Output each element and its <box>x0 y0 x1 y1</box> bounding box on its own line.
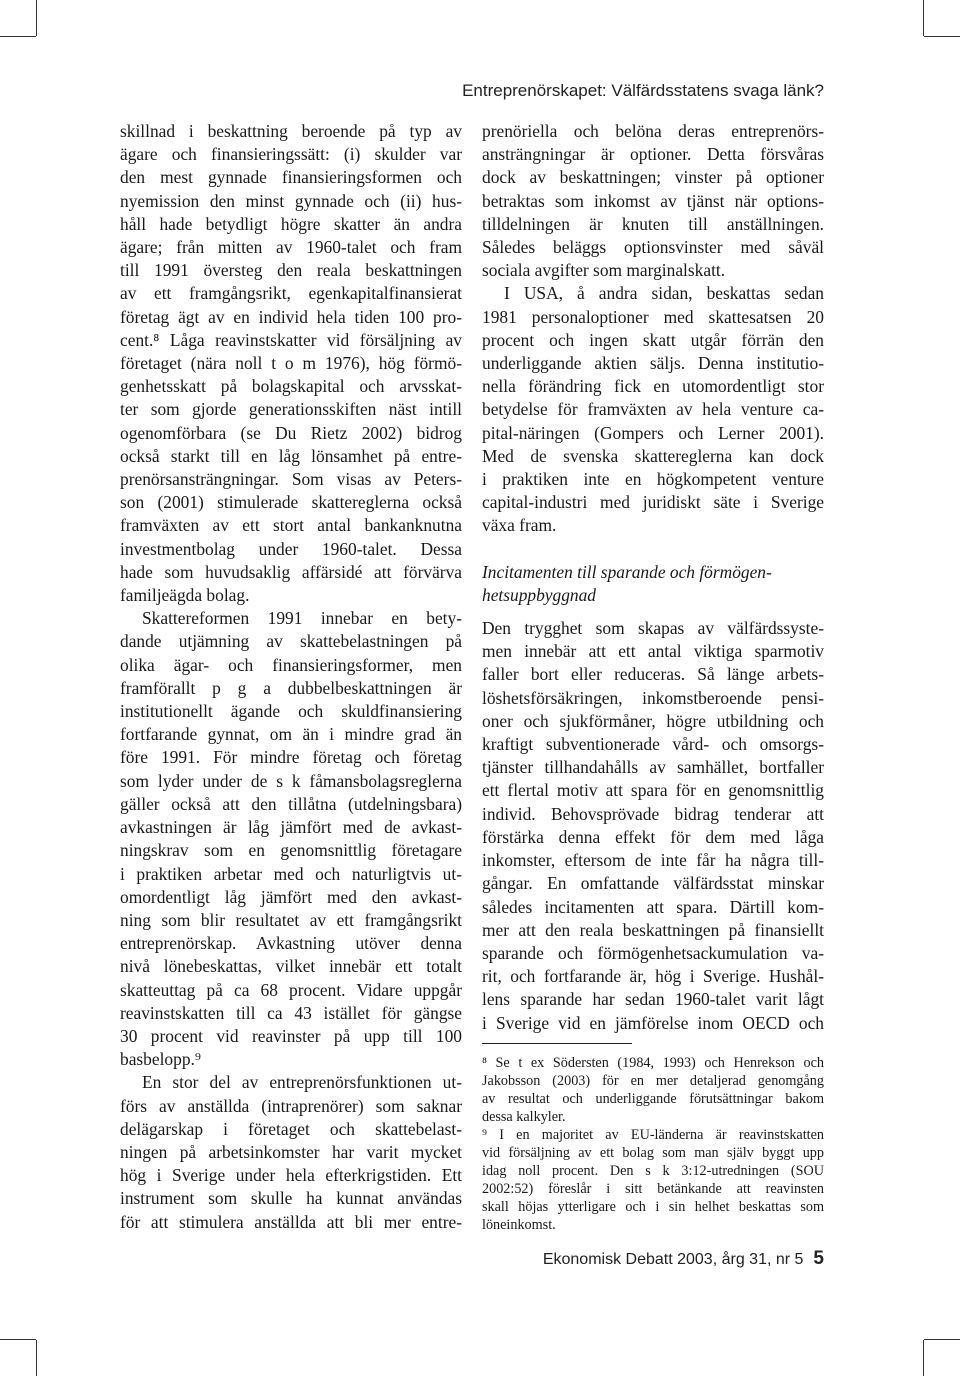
text-line: genhetsskatt på bolagskapital och arvsskat- <box>120 376 462 397</box>
footnote-line: av resultat och underliggande förutsättningar bakom <box>482 1090 824 1107</box>
crop-mark <box>923 1340 924 1376</box>
text-line: ägare; från mitten av 1960-talet och fram <box>120 237 462 258</box>
text-line: i Sverige vid en jämförelse inom OECD och <box>482 1012 824 1033</box>
text-line: omordentligt låg jämfört med den avkast- <box>120 886 462 907</box>
text-line: ningskrav som en genomsnittlig företagare <box>120 840 462 861</box>
text-line: i praktiken inte en högkompetent venture <box>482 469 824 490</box>
text-line: familjeägda bolag. <box>120 585 250 606</box>
text-line: 30 procent vid reavinster på upp till 100 <box>120 1025 462 1046</box>
spacer <box>482 607 824 617</box>
crop-mark <box>0 36 36 37</box>
spacer <box>482 1035 824 1043</box>
text-line: löshetsförsäkringen, inkomstberoende pensi- <box>482 687 824 708</box>
text-line: Skattereformen 1991 innebar en bety- <box>142 608 462 629</box>
journal-citation: Ekonomisk Debatt 2003, årg 31, nr 5 <box>542 1251 804 1268</box>
text-line: oner och sjukförmåner, högre utbildning och <box>482 710 824 731</box>
text-line: tilldelningen är knuten till anställningen. <box>482 213 824 234</box>
text-line: 1981 personaloptioner med skattesatsen 20 <box>482 306 824 327</box>
text-line: den mest gynnade finansieringsformen och <box>120 167 462 188</box>
text-line: förstärka denna effekt för dem med låga <box>482 826 824 847</box>
text-line: I USA, å andra sidan, beskattas sedan <box>504 283 824 304</box>
text-line: delägarskap i företaget och skattebelast- <box>120 1118 462 1139</box>
text-line: kraftigt subventionerade vård- och omsorgs- <box>482 734 824 755</box>
footnote-line: ⁸ Se t ex Södersten (1984, 1993) och Henrekson och <box>482 1054 824 1071</box>
text-line: som lyder under de s k fåmansbolagsreglerna <box>120 770 462 791</box>
left-column <box>120 120 462 1234</box>
text-line: sociala avgifter som marginalskatt. <box>482 260 726 281</box>
text-line: växa fram. <box>482 515 557 536</box>
text-line: instrument som skulle ha kunnat användas <box>120 1188 462 1209</box>
text-line: av ett framgångsrikt, egenkapitalfinansierat <box>120 283 462 304</box>
text-line: till 1991 översteg den reala beskattningen <box>120 260 462 281</box>
text-line: institutionellt ägande och skuldfinansiering <box>120 701 462 722</box>
text-line: lens sparande har sedan 1960-talet varit lågt <box>482 989 824 1010</box>
crop-mark <box>36 0 37 36</box>
text-line: för att stimulera anställda att bli mer entre- <box>120 1211 462 1232</box>
text-line: reavinstskatten till ca 43 istället för gängse <box>120 1002 462 1023</box>
footnote-line: löneinkomst. <box>482 1216 556 1233</box>
text-line: före 1991. För mindre företag och företag <box>120 747 462 768</box>
text-line: capital-industri med juridiskt säte i Sverige <box>482 492 824 513</box>
spacer <box>482 538 824 561</box>
text-line: således incitamenten att spara. Därtill kom- <box>482 896 824 917</box>
text-line: individ. Behovsprövade bidrag tenderar att <box>482 803 824 824</box>
right-column <box>482 120 824 1234</box>
text-line: företaget (nära noll t o m 1976), hög förmö- <box>120 353 462 374</box>
text-line: ningen på arbetsinkomster har varit mycket <box>120 1141 462 1162</box>
text-line: ansträngningar är optioner. Detta försvåras <box>482 144 824 165</box>
text-line: procent och ingen skatt utgår förrän den <box>482 329 824 350</box>
crop-mark <box>924 36 960 37</box>
text-line: olika ägar- och finansieringsformer, men <box>120 654 462 675</box>
page-footer <box>543 1248 824 1270</box>
text-line: skillnad i beskattning beroende på typ av <box>120 121 462 141</box>
text-line: Således beläggs optionsvinster med såväl <box>482 237 824 258</box>
text-line: faller bort eller reduceras. Så länge arbets- <box>482 664 824 685</box>
text-line: investmentbolag under 1960-talet. Dessa <box>120 538 462 559</box>
text-line: En stor del av entreprenörsfunktionen ut- <box>142 1072 462 1093</box>
text-line: avkastningen är låg jämfört med de avkast- <box>120 817 462 838</box>
text-line: pital-näringen (Gompers och Lerner 2001). <box>482 422 824 443</box>
text-line: håll hade betydligt högre skatter än andra <box>120 213 462 234</box>
text-line: skatteuttag på ca 68 procent. Vidare uppgår <box>120 979 462 1000</box>
footnote-line: dessa kalkyler. <box>482 1108 566 1125</box>
text-line: framförallt p g a dubbelbeskattningen är <box>120 677 462 698</box>
text-line: basbelopp.⁹ <box>120 1049 201 1070</box>
footnote-line: 2002:52) föreslår i sitt betänkande att reavinsten <box>482 1180 824 1197</box>
text-line: förs av anställda (intraprenörer) som saknar <box>120 1095 462 1116</box>
text-line: sparande och förmögenhetsackumulation va- <box>482 942 824 963</box>
text-line: Den trygghet som skapas av välfärdssyste- <box>482 618 824 639</box>
text-line: rit, och fortfarande är, hög i Sverige. Hushål- <box>482 966 824 987</box>
text-line: dock av beskattningen; vinster på optioner <box>482 167 824 188</box>
text-line: inkomster, eftersom de inte får ha några till- <box>482 850 824 871</box>
text-line: betraktas som inkomst av tjänst när options- <box>482 190 824 211</box>
footnote-rule <box>482 1043 632 1044</box>
crop-mark <box>36 1340 37 1376</box>
text-line: mer att den reala beskattningen på finansiellt <box>482 919 824 940</box>
text-line: cent.⁸ Låga reavinstskatter vid försäljning av <box>120 329 462 350</box>
text-line: hade som huvudsaklig affärsidé att förvärva <box>120 561 462 582</box>
text-line: tjänster tillhandahålls av samhället, bortfaller <box>482 757 824 778</box>
text-line: Med de svenska skattereglerna kan dock <box>482 445 824 466</box>
text-line: hög i Sverige under hela efterkrigstiden. Ett <box>120 1165 462 1186</box>
text-line: betydelse för framväxten av hela venture ca- <box>482 399 824 420</box>
text-line: prenörsansträngningar. Som visas av Peters- <box>120 469 462 490</box>
text-line: prenöriella och belöna deras entreprenörs- <box>482 121 824 141</box>
text-line: fortfarande gynnat, om än i mindre grad än <box>120 724 462 745</box>
text-line: dande utjämning av skattebelastningen på <box>120 631 462 652</box>
text-line: i praktiken arbetar med och naturligtvis ut- <box>120 863 462 884</box>
text-line: nella förändring fick en utomordentligt stor <box>482 376 824 397</box>
text-line: underliggande aktien säljs. Denna institutio- <box>482 353 824 374</box>
footnote-line: idag noll procent. Den s k 3:12-utredningen (SOU <box>482 1162 824 1179</box>
footnotes <box>482 1054 824 1234</box>
crop-mark <box>924 1339 960 1340</box>
text-line: ning som blir resultatet av ett framgångsrikt <box>120 909 462 930</box>
text-line: men innebär att ett antal viktiga sparmotiv <box>482 641 824 662</box>
running-head: Entreprenörskapet: Välfärdsstatens svaga länk? <box>462 81 824 100</box>
crop-mark <box>923 0 924 36</box>
crop-mark <box>0 1339 36 1340</box>
text-line: ogenomförbara (se Du Rietz 2002) bidrog <box>120 422 462 443</box>
text-line: företag ägt av en individ hela tiden 100 pro- <box>120 306 462 327</box>
text-line: nyemission den minst gynnade och (ii) hus- <box>120 190 462 211</box>
footnote-line: vid försäljning av ett bolag som man själv byggt upp <box>482 1144 824 1161</box>
text-line: framväxten av ett stort antal bankanknutna <box>120 515 462 536</box>
text-line: ägare och finansieringssätt: (i) skulder var <box>120 144 462 165</box>
text-line: gångar. En omfattande välfärdsstat minskar <box>482 873 824 894</box>
text-line: gäller också att den tillåtna (utdelningsbara) <box>120 793 462 814</box>
text-line: ter som gjorde generationsskiften näst intill <box>120 399 462 420</box>
page-number: 5 <box>813 1248 824 1269</box>
text-line: nivå lönebeskattas, vilket innebär ett totalt <box>120 956 462 977</box>
section-heading: hetsuppbyggnad <box>482 584 596 605</box>
footnote-line: ⁹ I en majoritet av EU-länderna är reavinstskatten <box>482 1126 824 1143</box>
section-heading: Incitamenten till sparande och förmögen- <box>482 561 772 582</box>
text-line: son (2001) stimulerade skattereglerna också <box>120 492 462 513</box>
footnote-line: skall höjas ytterligare och i sin helhet beskattas som <box>482 1198 824 1215</box>
text-line: entreprenörskap. Avkastning utöver denna <box>120 933 462 954</box>
footnote-line: Jakobsson (2003) för en mer detaljerad genomgång <box>482 1072 824 1089</box>
text-line: ett flertal motiv att spara för en genomsnittlig <box>482 780 824 801</box>
text-line: också starkt till en låg lönsamhet på entre- <box>120 445 462 466</box>
